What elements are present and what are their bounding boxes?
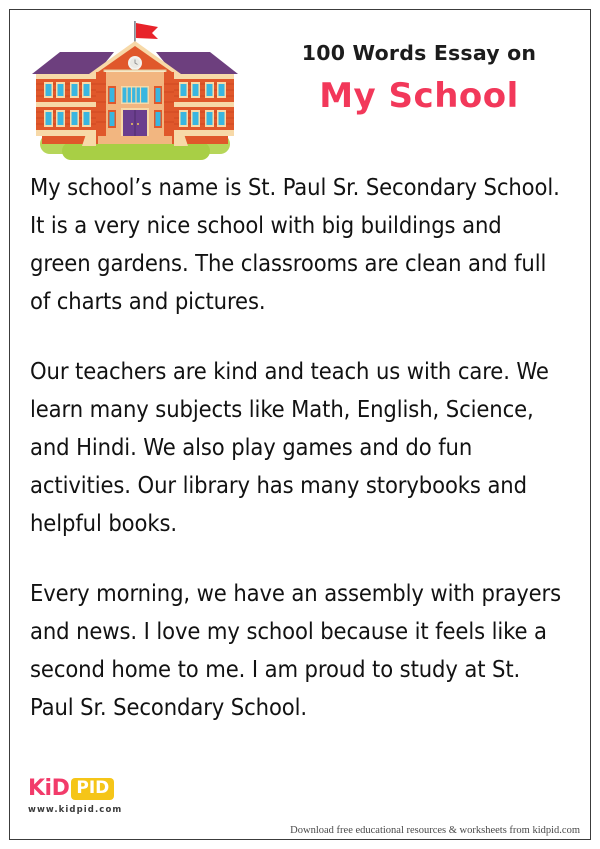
main-door xyxy=(121,108,149,136)
school-building-illustration xyxy=(26,16,244,166)
brand-wordmark xyxy=(28,778,114,800)
kidpid-logo[interactable] xyxy=(28,778,122,815)
entrance-steps xyxy=(96,136,174,144)
brand-url: www.kidpid.com xyxy=(28,805,123,815)
brand-kid-text: KiD xyxy=(28,776,70,801)
page-title: My School xyxy=(319,75,519,116)
footer-note: Download free educational resources & worksheets from kidpid.com xyxy=(290,825,580,836)
worksheet-header xyxy=(18,14,582,166)
title-eyebrow: 100 Words Essay on xyxy=(301,41,537,65)
page-footer xyxy=(0,778,600,840)
essay-paragraph: Our teachers are kind and teach us with care. We learn many subjects like Math, English, Science, and Hindi. We also play games and do fun activities. Our library has many storybooks and helpful books. xyxy=(30,357,549,537)
essay-paragraph: Every morning, we have an assembly with prayers and news. I love my school because it feels like a second home to me. I am proud to study at St. Paul Sr. Secondary School. xyxy=(30,579,562,721)
brand-pid-badge: PID xyxy=(71,778,114,800)
essay-body xyxy=(30,168,564,726)
essay-paragraph: My school’s name is St. Paul Sr. Secondary School. It is a very nice school with big buildings and green gardens. The classrooms are clean and full of charts and pictures. xyxy=(30,173,560,315)
center-window xyxy=(121,86,149,104)
title-block xyxy=(256,42,582,114)
